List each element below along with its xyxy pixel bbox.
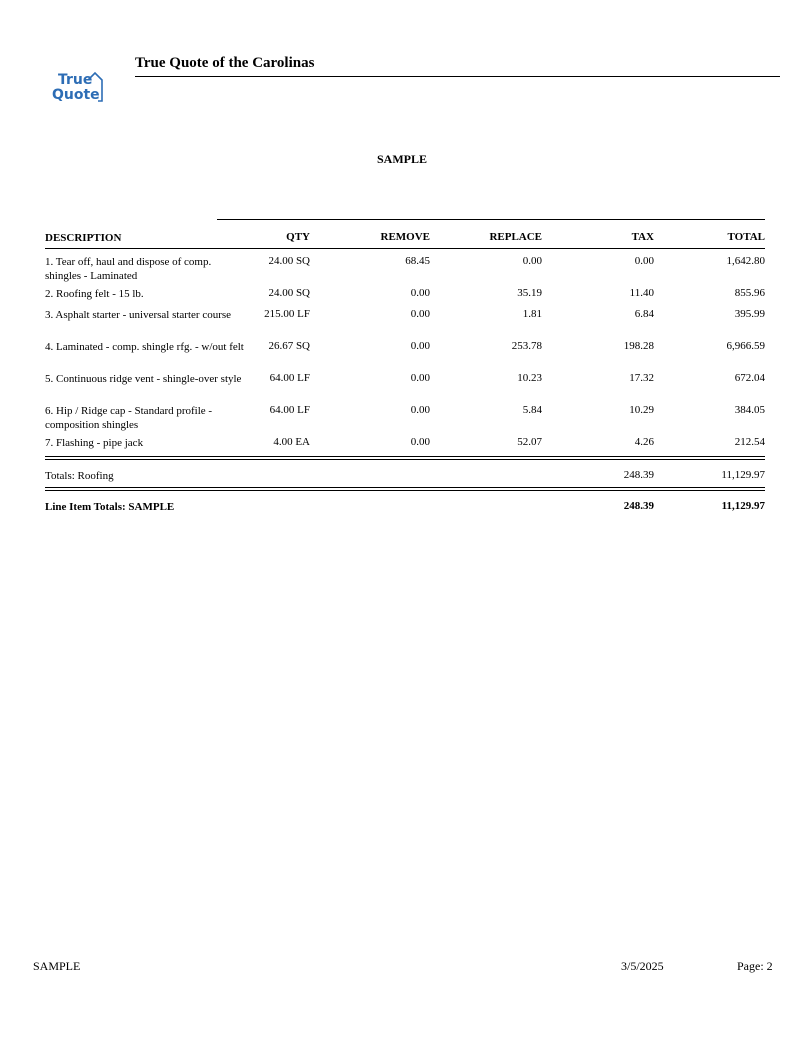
header-qty: QTY <box>286 231 310 243</box>
row-replace: 0.00 <box>522 255 542 267</box>
footer-document-name: SAMPLE <box>33 959 81 973</box>
logo-text-top: True <box>58 72 93 88</box>
row-tax: 0.00 <box>634 255 654 267</box>
row-remove: 0.00 <box>410 287 430 299</box>
row-tax: 17.32 <box>629 372 654 384</box>
table-top-rule <box>217 219 765 220</box>
logo-text-bottom: Quote <box>52 87 100 103</box>
row-remove: 0.00 <box>410 372 430 384</box>
table-row <box>0 340 812 370</box>
grand-total-tax: 248.39 <box>623 500 654 512</box>
row-description: 1. Tear off, haul and dispose of comp. shingles - Laminated <box>45 256 212 282</box>
grand-total-label: Line Item Totals: SAMPLE <box>45 501 175 513</box>
table-row <box>0 255 812 285</box>
row-remove: 0.00 <box>410 404 430 416</box>
row-qty: 64.00 LF <box>269 372 310 384</box>
table-row <box>0 404 812 434</box>
row-total: 1,642.80 <box>726 255 765 267</box>
row-description: 4. Laminated - comp. shingle rfg. - w/out felt <box>45 341 244 353</box>
row-tax: 4.26 <box>634 436 654 448</box>
row-replace: 5.84 <box>522 404 542 416</box>
row-tax: 10.29 <box>629 404 654 416</box>
subtotal-label: Totals: Roofing <box>45 470 114 482</box>
row-total: 855.96 <box>734 287 765 299</box>
row-remove: 0.00 <box>410 340 430 352</box>
header-total: TOTAL <box>727 231 765 243</box>
header-rule <box>45 248 765 249</box>
table-row <box>0 436 812 466</box>
row-qty: 4.00 EA <box>273 436 310 448</box>
header-description: DESCRIPTION <box>45 232 122 244</box>
row-description: 2. Roofing felt - 15 lb. <box>45 288 144 300</box>
row-remove: 68.45 <box>405 255 430 267</box>
header-remove: REMOVE <box>380 231 430 243</box>
row-remove: 0.00 <box>410 308 430 320</box>
document-title: SAMPLE <box>376 152 427 166</box>
table-row <box>0 308 812 338</box>
row-replace: 35.19 <box>517 287 542 299</box>
grand-total-double-rule <box>45 487 765 491</box>
row-total: 672.04 <box>734 372 765 384</box>
table-row <box>0 372 812 402</box>
footer-date: 3/5/2025 <box>621 959 664 973</box>
company-logo <box>52 70 108 104</box>
header-replace: REPLACE <box>489 231 542 243</box>
row-qty: 24.00 SQ <box>268 287 310 299</box>
subtotal-double-rule <box>45 456 765 460</box>
row-total: 212.54 <box>734 436 765 448</box>
row-description: 6. Hip / Ridge cap - Standard profile - composition shingles <box>45 405 213 431</box>
header-tax: TAX <box>631 231 654 243</box>
subtotal-total: 11,129.97 <box>721 469 765 481</box>
footer-page-number: Page: 2 <box>737 959 773 973</box>
row-qty: 215.00 LF <box>264 308 310 320</box>
company-divider <box>135 76 780 77</box>
row-replace: 1.81 <box>522 308 542 320</box>
row-description: 3. Asphalt starter - universal starter course <box>45 309 232 321</box>
grand-total-total: 11,129.97 <box>721 500 765 512</box>
subtotal-tax: 248.39 <box>623 469 654 481</box>
row-description: 5. Continuous ridge vent - shingle-over style <box>45 373 242 385</box>
row-replace: 52.07 <box>517 436 542 448</box>
row-qty: 24.00 SQ <box>268 255 310 267</box>
row-tax: 11.40 <box>629 287 654 299</box>
row-replace: 253.78 <box>511 340 542 352</box>
row-total: 6,966.59 <box>726 340 765 352</box>
row-total: 384.05 <box>734 404 765 416</box>
company-name: True Quote of the Carolinas <box>135 55 315 71</box>
row-qty: 26.67 SQ <box>268 340 310 352</box>
row-tax: 198.28 <box>623 340 654 352</box>
row-qty: 64.00 LF <box>269 404 310 416</box>
row-total: 395.99 <box>734 308 765 320</box>
row-replace: 10.23 <box>517 372 542 384</box>
row-remove: 0.00 <box>410 436 430 448</box>
row-description: 7. Flashing - pipe jack <box>45 437 144 449</box>
row-tax: 6.84 <box>634 308 654 320</box>
